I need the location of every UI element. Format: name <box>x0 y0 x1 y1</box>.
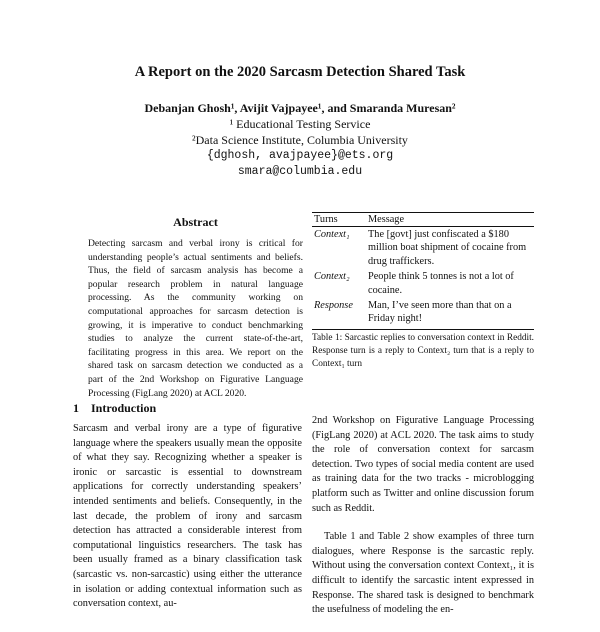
table-header-row <box>312 213 534 227</box>
table-1-caption: Table 1: Sarcastic replies to conversation context in Reddit. Response turn is a reply to Context₂ turn that is a reply to Context₁ turn <box>312 333 534 369</box>
email-line-1: {dghosh, avajpayee}@ets.org <box>206 149 394 162</box>
section-heading-introduction <box>73 401 156 416</box>
authors-line: Debanjan Ghosh¹, Avijit Vajpayee¹, and Smaranda Muresan² <box>144 101 456 115</box>
table-cell-message: The [govt] just confiscated a $180 million boat shipment of cocaine from drug traffickers. <box>368 229 527 267</box>
email-line-2: smara@columbia.edu <box>237 165 363 178</box>
table-cell-message: Man, I’ve seen more than that on a Friday night! <box>366 298 534 329</box>
section-number: 1 <box>73 401 79 415</box>
table-header-turns: Turns <box>312 213 366 227</box>
conversation-table <box>312 212 534 330</box>
paragraph: 2nd Workshop on Figurative Language Processing (FigLang 2020) at ACL 2020. The task aims to study the role of conversation context for sarcasm detection. Two types of social media content are used as training data for the two tracks - microblogging platform such as Twitter and online discussion forum such as Reddit. <box>312 415 534 514</box>
introduction-text-right <box>312 414 534 632</box>
paper-title: A Report on the 2020 Sarcasm Detection Shared Task <box>134 64 466 80</box>
table-1 <box>312 212 534 330</box>
author-block <box>0 100 600 180</box>
affiliation-1: ¹ Educational Testing Service <box>229 117 371 131</box>
paragraph: Table 1 and Table 2 show examples of three turn dialogues, where Response is the sarcastic reply. Without using the conversation context Context₁, it is difficult to identify the sarcastic intent expressed in Response. The shared task is designed to benchmark the usefulness of modeling the en- <box>312 531 534 616</box>
section-title: Introduction <box>91 401 157 415</box>
table-cell-turn: Context₁ <box>314 229 350 240</box>
table-row <box>312 298 534 329</box>
table-row <box>312 227 534 270</box>
table-header-message: Message <box>366 213 534 227</box>
table-row <box>312 269 534 298</box>
introduction-text-left: Sarcasm and verbal irony are a type of figurative language where the speakers usually mean the opposite of what they say. Recognizing whether a speaker is ironic or sarcastic is essential to downstream applications for correctly understanding speakers’ intended sentiments and beliefs. Consequently, in the last decade, the problem of irony and sarcasm detection has attracted a considerable interest from computational linguistics researchers. The task has been usually framed as a binary classification task (sarcastic vs. non-sarcastic) using either the utterance in isolation or adding contextual information such as conversation context, au- <box>73 423 302 610</box>
abstract-body: Detecting sarcasm and verbal irony is critical for understanding people’s actual sentiments and beliefs. Thus, the field of sarcasm analysis has become a popular research problem in natural language processing. As the community working on computational approaches for sarcasm detection is growing, it is imperative to conduct benchmarking studies to analyze the current state-of-the-art, facilitating progress in this area. We report on the shared task on sarcasm detection we conducted as a part of the 2nd Workshop on Figurative Language Processing (FigLang 2020) at ACL 2020. <box>88 238 303 399</box>
table-cell-turn: Response <box>312 298 366 329</box>
table-cell-message: People think 5 tonnes is not a lot of cocaine. <box>368 271 514 296</box>
abstract-heading: Abstract <box>173 215 218 229</box>
affiliation-2: ²Data Science Institute, Columbia University <box>192 133 408 147</box>
table-cell-turn: Context₂ <box>314 271 350 283</box>
